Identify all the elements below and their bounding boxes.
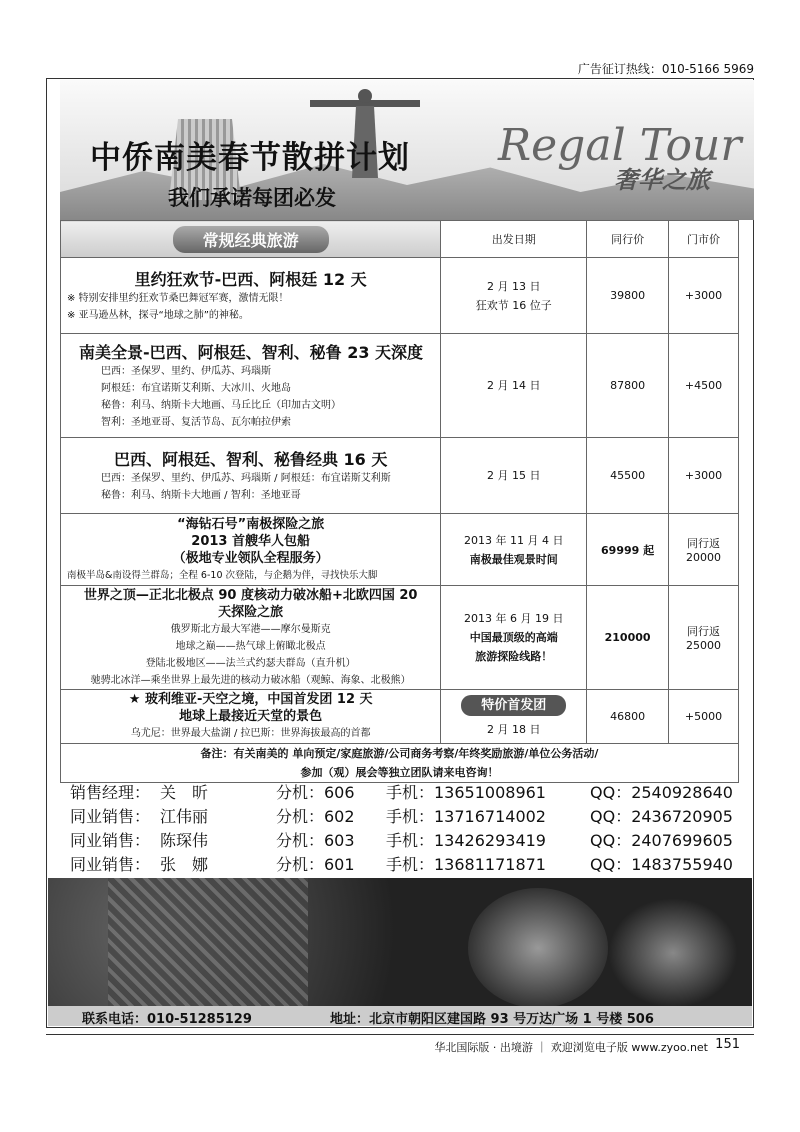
footer-phone: 联系电话：010-51285129 (82, 1012, 252, 1027)
contact-ext: 分机：601 (276, 855, 355, 874)
route-line: 南极半岛&南设得兰群岛；全程 6-10 次登陆，与企鹅为伴，寻找快乐大脚 (67, 569, 378, 581)
note-line: 参加（观）展会等独立团队请来电咨询！ (300, 766, 499, 779)
date-text: 2 月 18 日 (486, 722, 541, 736)
brand-logo-cn: 奢华之旅 (614, 166, 710, 194)
footer-bar (48, 1006, 752, 1026)
page-title: 中侨南美春节散拼计划 (90, 140, 410, 176)
retail-price: +3000 (669, 258, 739, 334)
date-note: 南极最佳观景时间 (469, 552, 558, 566)
col-date: 出发日期 (441, 221, 587, 258)
route-name: “海钻石号”南极探险之旅 (177, 516, 325, 532)
route-name: （极地专业领队全程服务） (172, 550, 329, 566)
date-cell (441, 258, 587, 334)
route-cell (61, 690, 441, 744)
route-name: 地球上最接近天堂的景色 (179, 709, 323, 724)
route-line: 巴西：圣保罗、里约、伊瓜苏、玛瑙斯 / 阿根廷：布宜诺斯艾利斯 (101, 473, 391, 484)
contact-role: 同业销售： (70, 855, 151, 874)
publication-info: 华北国际版 · 出境游 ｜ 欢迎浏览电子版 www.zyoo.net (434, 1041, 708, 1054)
contact-mobile: 手机：13651008961 (386, 783, 546, 802)
trade-price: 87800 (587, 334, 669, 438)
route-line: 智利：圣地亚哥、复活节岛、瓦尔帕拉伊索 (101, 417, 291, 428)
table-header (61, 221, 739, 258)
page-subtitle: 我们承诺每团必发 (168, 186, 336, 210)
retail-cell (669, 586, 739, 690)
note-cell (61, 744, 739, 783)
route-name: 2013 首艘华人包船 (191, 533, 311, 549)
page-number: 151 (715, 1037, 740, 1052)
contact-name: 关 昕 (160, 783, 209, 802)
col-retail: 门市价 (669, 221, 739, 258)
date-text: 2013 年 11 月 4 日 (463, 533, 564, 547)
special-badge: 特价首发团 (461, 695, 566, 716)
table-row (61, 690, 739, 744)
date-cell (441, 514, 587, 586)
contact-name: 陈琛伟 (160, 831, 209, 850)
trade-price: 210000 (587, 586, 669, 690)
trade-price: 45500 (587, 438, 669, 514)
date-cell: 2 月 15 日 (441, 438, 587, 514)
footer-address: 地址：北京市朝阳区建国路 93 号万达广场 1 号楼 506 (330, 1012, 654, 1027)
dancer-graphic (608, 898, 738, 1006)
contact-row (70, 852, 750, 876)
route-cell (61, 586, 441, 690)
carnival-photo (48, 878, 752, 1006)
route-line: 秘鲁：利马、纳斯卡大地画 / 智利：圣地亚哥 (101, 490, 301, 501)
category-label: 常规经典旅游 (173, 226, 329, 253)
date-text: 2013 年 6 月 19 日 (463, 612, 564, 625)
date-note: 旅游探险线路！ (475, 650, 553, 663)
contact-row (70, 828, 750, 852)
route-line: 登陆北极地区——法兰式约瑟夫群岛（直升机） (145, 657, 356, 669)
page-footer (46, 1034, 754, 1055)
contact-name: 江伟丽 (160, 807, 209, 826)
contact-row (70, 780, 750, 804)
contact-name: 张 娜 (160, 855, 209, 874)
contact-qq: QQ：1483755940 (590, 855, 733, 874)
ad-hotline: 广告征订热线：010-5166 5969 (577, 62, 754, 76)
retail-label: 同行返 (687, 537, 721, 550)
star-icon: ★ (128, 692, 145, 707)
route-line: 巴西：圣保罗、里约、伊瓜苏、玛瑙斯 (101, 366, 271, 377)
route-name: 南美全景-巴西、阿根廷、智利、秘鲁 23 天深度 (79, 343, 424, 362)
route-line: ※ 特别安排里约狂欢节桑巴舞冠军赛，激情无限！ (67, 293, 289, 304)
route-line: 俄罗斯北方最大军港——摩尔曼斯克 (170, 623, 331, 635)
contact-mobile: 手机：13716714002 (386, 807, 546, 826)
retail-label: 同行返 (687, 625, 721, 638)
contact-role: 销售经理： (70, 783, 151, 802)
retail-value: 25000 (686, 639, 722, 652)
retail-price: +5000 (669, 690, 739, 744)
route-line: ※ 亚马逊丛林，探寻“地球之肺”的神秘。 (67, 310, 249, 321)
route-name: 里约狂欢节-巴西、阿根廷 12 天 (134, 270, 367, 289)
contact-ext: 分机：603 (276, 831, 355, 850)
col-trade: 同行价 (587, 221, 669, 258)
table-row (61, 334, 739, 438)
contact-role: 同业销售： (70, 831, 151, 850)
dancer-graphic (468, 888, 608, 1006)
contact-role: 同业销售： (70, 807, 151, 826)
contact-ext: 分机：602 (276, 807, 355, 826)
contact-mobile: 手机：13426293419 (386, 831, 546, 850)
trade-price: 69999 起 (587, 514, 669, 586)
date-text: 2 月 13 日 (486, 279, 541, 293)
brand-logo-en: Regal Tour (498, 120, 742, 171)
contact-row (70, 804, 750, 828)
date-cell (441, 586, 587, 690)
contact-mobile: 手机：13681171871 (386, 855, 546, 874)
route-name: 天探险之旅 (218, 604, 284, 620)
route-line: 地球之巅——热气球上俯瞰北极点 (175, 640, 326, 652)
contact-qq: QQ：2436720905 (590, 807, 733, 826)
date-note: 狂欢节 16 位子 (475, 298, 552, 312)
retail-price: +3000 (669, 438, 739, 514)
trade-price: 46800 (587, 690, 669, 744)
route-cell (61, 514, 441, 586)
contact-list (70, 780, 750, 876)
route-name: 世界之顶—正北北极点 90 度核动力破冰船+北欧四国 20 (83, 587, 418, 603)
date-note: 中国最顶级的高端 (469, 631, 558, 644)
contact-ext: 分机：606 (276, 783, 355, 802)
route-cell (61, 334, 441, 438)
table-row (61, 258, 739, 334)
retail-value: 20000 (686, 551, 722, 564)
trade-price: 39800 (587, 258, 669, 334)
contact-qq: QQ：2540928640 (590, 783, 733, 802)
route-name: ★ 玻利维亚-天空之境，中国首发团 12 天 (128, 692, 373, 707)
contact-qq: QQ：2407699605 (590, 831, 733, 850)
retail-price: +4500 (669, 334, 739, 438)
route-cell (61, 258, 441, 334)
date-cell (441, 690, 587, 744)
retail-cell (669, 514, 739, 586)
route-line: 驰骋北冰洋—乘坐世界上最先进的核动力破冰船（观鲸、海象、北极熊） (90, 674, 411, 686)
route-name: 巴西、阿根廷、智利、秘鲁经典 16 天 (113, 450, 388, 469)
date-cell: 2 月 14 日 (441, 334, 587, 438)
category-cell (61, 221, 441, 258)
note-line: 备注：有关南美的 单向预定/家庭旅游/公司商务考察/年终奖励旅游/单位公务活动/ (200, 747, 599, 760)
note-row (61, 744, 739, 783)
table-row (61, 438, 739, 514)
route-cell (61, 438, 441, 514)
table-row (61, 514, 739, 586)
tour-table (60, 220, 739, 783)
route-line: 乌尤尼：世界最大盐湖 / 拉巴斯：世界海拔最高的首都 (130, 728, 371, 739)
route-line: 秘鲁：利马、纳斯卡大地画、马丘比丘（印加古文明） (101, 400, 341, 411)
route-line: 阿根廷：布宜诺斯艾利斯、大冰川、火地岛 (101, 383, 291, 394)
feather-graphic (108, 878, 308, 1006)
table-row (61, 586, 739, 690)
